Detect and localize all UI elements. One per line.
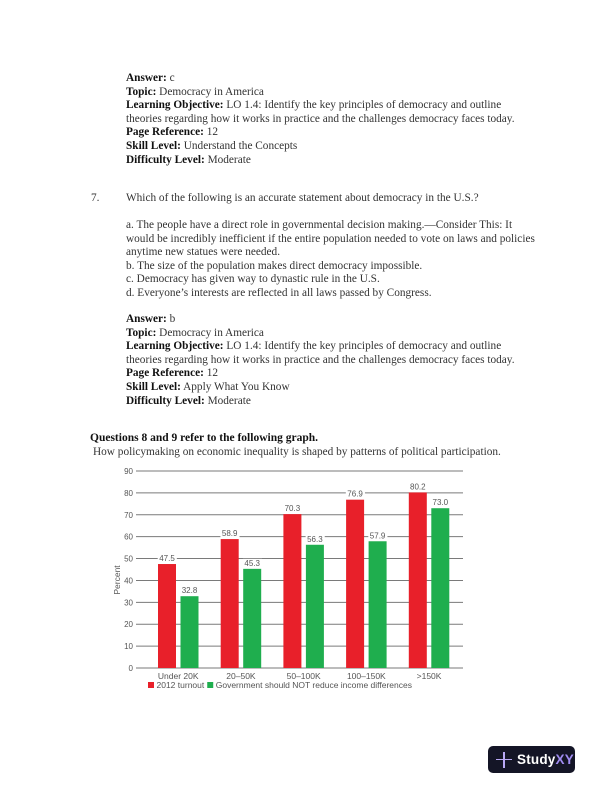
difficulty-value: Moderate — [207, 153, 251, 166]
brand-main: Study — [517, 752, 556, 767]
skill-line — [126, 381, 526, 395]
answer-line — [126, 72, 526, 86]
studyxy-logo[interactable] — [488, 746, 575, 773]
x-tick-label: >150K — [416, 671, 442, 681]
skill-line — [126, 140, 526, 154]
y-tick-label: 80 — [124, 488, 133, 498]
bar — [158, 564, 176, 668]
data-label: 56.3 — [307, 534, 323, 544]
y-tick-label: 10 — [124, 642, 133, 652]
data-label: 47.5 — [159, 554, 175, 564]
x-tick-label: 100–150K — [346, 671, 386, 681]
brand-name — [517, 752, 574, 767]
data-labels — [158, 482, 450, 595]
data-label: 57.9 — [369, 531, 386, 541]
difficulty-label: Difficulty Level: — [126, 394, 205, 407]
bar — [181, 596, 199, 668]
legend-label: 2012 turnout — [156, 680, 205, 690]
legend — [148, 680, 412, 690]
topic-label: Topic: — [126, 326, 157, 339]
bar — [431, 508, 449, 668]
brand-accent: XY — [555, 752, 574, 767]
y-tick-label: 90 — [124, 467, 133, 476]
option-c: c. Democracy has given way to dynastic rule in the U.S. — [126, 273, 380, 286]
page-ref-label: Page Reference: — [126, 367, 204, 380]
answer-line — [126, 313, 526, 327]
question-text: Which of the following is an accurate statement about democracy in the U.S.? — [126, 192, 479, 204]
data-label: 58.9 — [221, 529, 238, 539]
bar — [369, 541, 387, 668]
option-b: b. The size of the population makes direct democracy impossible. — [126, 259, 423, 272]
q6-answer-meta — [126, 72, 526, 167]
legend-swatch — [148, 682, 154, 688]
y-tick-label: 30 — [124, 598, 133, 608]
lo-label: Learning Objective: — [126, 340, 224, 353]
y-tick-label: 60 — [124, 532, 133, 542]
topic-value: Democracy in America — [159, 85, 264, 98]
bar — [346, 500, 364, 668]
answer-value: b — [169, 313, 176, 325]
x-tick-label: 50–100K — [286, 671, 321, 681]
answer-label: Answer: — [126, 313, 167, 325]
answer-options — [126, 219, 536, 301]
data-label: 32.8 — [181, 586, 198, 596]
lo-line — [126, 99, 526, 126]
page-ref-value: 12 — [206, 367, 219, 380]
bar — [409, 492, 427, 668]
lo-value: LO 1.4: Identify the key principles of democracy and outline theories regarding how it works in practice and the challenges democracy faces today. — [126, 99, 515, 125]
data-label: 45.3 — [244, 558, 260, 568]
bar — [243, 569, 261, 668]
data-label: 80.2 — [410, 482, 426, 492]
legend-label: Government should NOT reduce income differences — [215, 680, 412, 690]
section-title: Questions 8 and 9 refer to the following graph. — [90, 432, 318, 444]
y-tick-label: 50 — [124, 554, 133, 564]
lo-line — [126, 340, 526, 367]
option-d: d. Everyone’s interests are reflected in all laws passed by Congress. — [126, 286, 432, 299]
bar-chart — [100, 462, 480, 702]
difficulty-value: Moderate — [207, 394, 251, 407]
difficulty-line — [126, 395, 526, 409]
data-label: 70.3 — [284, 504, 301, 514]
y-tick-label: 20 — [124, 620, 133, 630]
topic-line — [126, 327, 526, 341]
difficulty-label: Difficulty Level: — [126, 153, 205, 166]
section-subtitle: How policymaking on economic inequality is shaped by patterns of political participation. — [93, 446, 501, 458]
y-tick-label: 0 — [128, 664, 133, 673]
answer-label: Answer: — [126, 72, 167, 84]
q7-answer-meta — [126, 313, 526, 408]
topic-line — [126, 86, 526, 100]
bar — [306, 545, 324, 668]
data-label: 73.0 — [432, 498, 449, 508]
page-ref-label: Page Reference: — [126, 126, 204, 139]
bar — [283, 514, 301, 668]
page-ref-value: 12 — [206, 126, 219, 139]
page-ref-line — [126, 126, 526, 140]
y-axis-label: Percent — [112, 565, 122, 595]
skill-value: Apply What You Know — [183, 380, 290, 393]
y-tick-label: 40 — [124, 576, 133, 586]
lo-value: LO 1.4: Identify the key principles of democracy and outline theories regarding how it works in practice and the challenges democracy faces today. — [126, 340, 515, 366]
answer-value: c — [169, 72, 175, 84]
option-a: a. The people have a direct role in governmental decision making.—Consider This: It would be incredibly inefficient if the entire population needed to vote on laws and policies anytime new statues were needed. — [126, 219, 535, 259]
x-tick-label: Under 20K — [157, 671, 199, 681]
difficulty-line — [126, 154, 526, 168]
skill-label: Skill Level: — [126, 139, 181, 152]
data-label: 76.9 — [347, 489, 363, 499]
topic-value: Democracy in America — [159, 326, 264, 339]
bar — [221, 539, 239, 668]
skill-value: Understand the Concepts — [183, 139, 298, 152]
y-tick-label: 70 — [124, 510, 133, 520]
topic-label: Topic: — [126, 85, 157, 98]
x-tick-label: 20–50K — [226, 671, 256, 681]
skill-label: Skill Level: — [126, 380, 181, 393]
page-ref-line — [126, 367, 526, 381]
lo-label: Learning Objective: — [126, 99, 224, 112]
plus-icon — [495, 751, 513, 769]
legend-swatch — [207, 682, 213, 688]
question-number: 7. — [91, 192, 100, 204]
